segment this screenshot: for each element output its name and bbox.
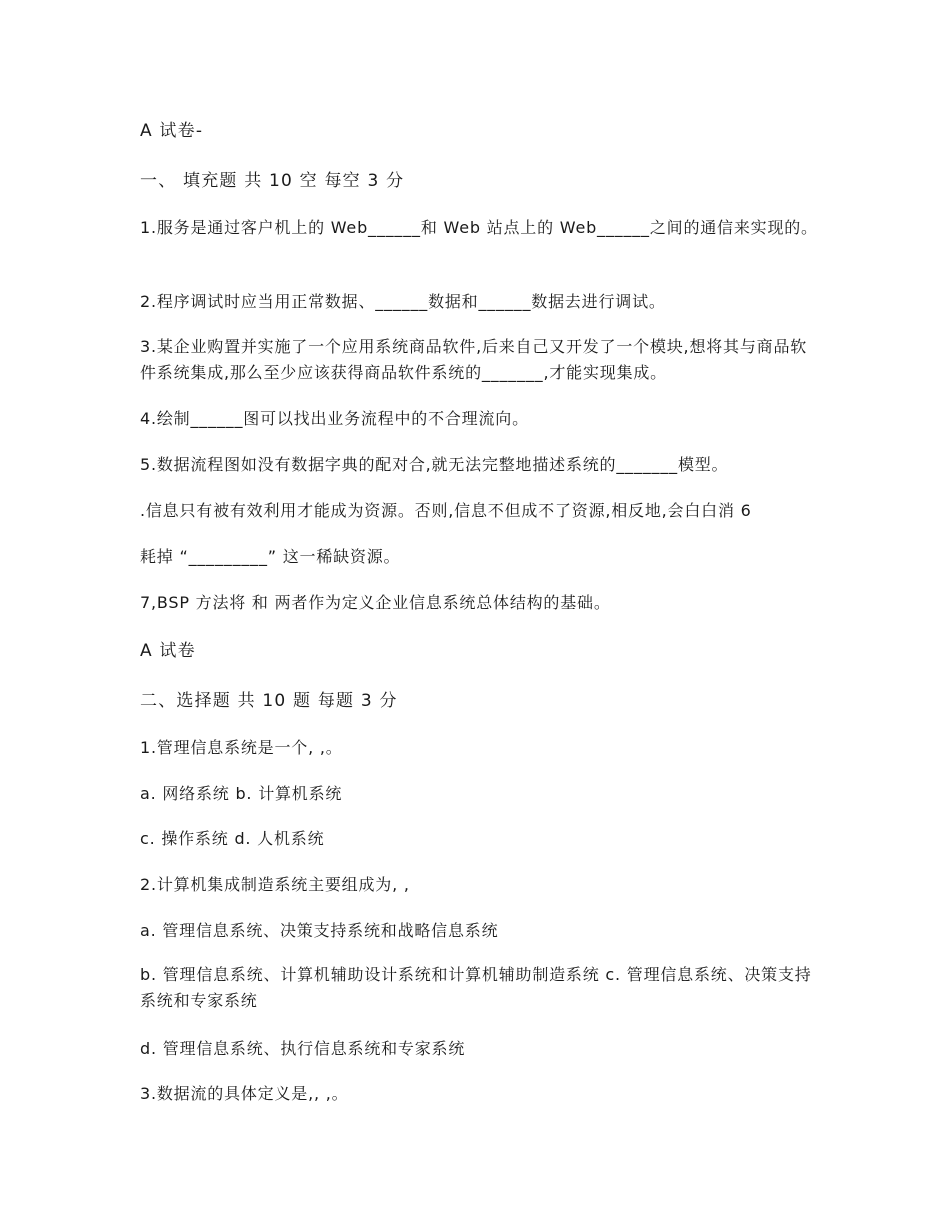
question-fill-7: 7,BSP 方法将 和 两者作为定义企业信息系统总体结构的基础。: [140, 593, 611, 612]
choice-2-option-a: a. 管理信息系统、决策支持系统和战略信息系统: [140, 921, 499, 940]
exam-title: A 试卷-: [140, 121, 204, 141]
exam-title-2: A 试卷: [140, 641, 196, 661]
question-fill-2: 2.程序调试时应当用正常数据、______数据和______数据去进行调试。: [140, 292, 666, 311]
question-choice-1: 1.管理信息系统是一个, ,。: [140, 738, 343, 757]
choice-2-options-bc: b. 管理信息系统、计算机辅助设计系统和计算机辅助制造系统 c. 管理信息系统、决策支持系统和专家系统: [140, 965, 812, 1010]
question-fill-1: 1.服务是通过客户机上的 Web______和 Web 站点上的 Web______之间的通信来实现的。: [140, 218, 818, 237]
question-fill-6-part-1: .信息只有被有效利用才能成为资源。否则,信息不但成不了资源,相反地,会白白消 6: [140, 501, 752, 520]
choice-2-option-d: d. 管理信息系统、执行信息系统和专家系统: [140, 1039, 466, 1058]
question-choice-3: 3.数据流的具体定义是,, ,。: [140, 1084, 349, 1103]
question-fill-5: 5.数据流程图如没有数据字典的配对合,就无法完整地描述系统的_______模型。: [140, 455, 729, 474]
question-fill-6-part-2: 耗掉 “_________” 这一稀缺资源。: [140, 547, 401, 566]
choice-1-options-cd: c. 操作系统 d. 人机系统: [140, 829, 325, 848]
question-fill-4: 4.绘制______图可以找出业务流程中的不合理流向。: [140, 409, 529, 428]
section-heading-choice: 二、选择题 共 10 题 每题 3 分: [140, 691, 398, 711]
section-heading-fill: 一、 填充题 共 10 空 每空 3 分: [140, 171, 405, 191]
choice-1-options-ab: a. 网络系统 b. 计算机系统: [140, 784, 343, 803]
question-choice-2: 2.计算机集成制造系统主要组成为, ,: [140, 875, 410, 894]
question-fill-3: 3.某企业购置并实施了一个应用系统商品软件,后来自己又开发了一个模块,想将其与商品软件系统集成,那么至少应该获得商品软件系统的_______,才能实现集成。: [140, 337, 808, 382]
